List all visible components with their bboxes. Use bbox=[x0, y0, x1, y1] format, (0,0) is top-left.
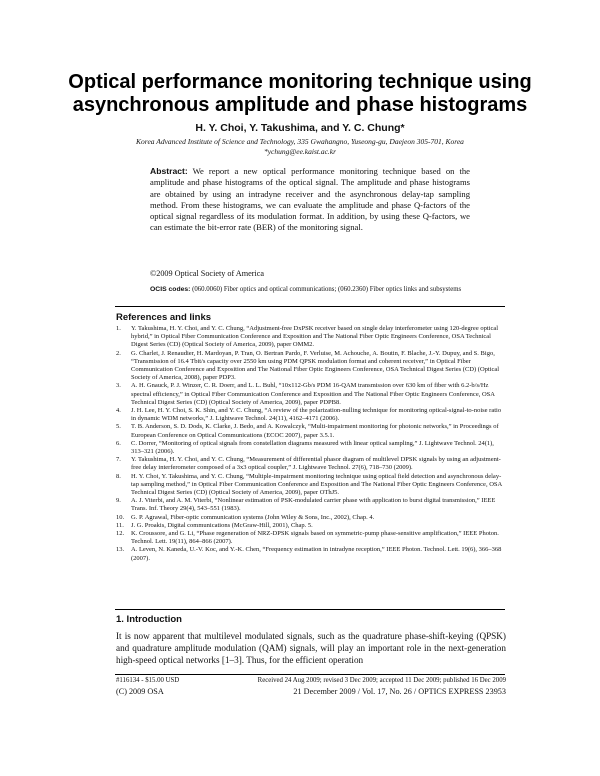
reference-number: 13. bbox=[116, 546, 125, 554]
reference-item bbox=[116, 497, 506, 513]
reference-number: 5. bbox=[116, 423, 121, 431]
ocis-text: (060.0060) Fiber optics and optical communications; (060.2360) Fiber optics links and subsystems bbox=[192, 286, 462, 293]
footer-dates: Received 24 Aug 2009; revised 3 Dec 2009; accepted 11 Dec 2009; published 16 Dec 2009 bbox=[257, 677, 506, 684]
reference-item bbox=[116, 522, 506, 530]
authors: H. Y. Choi, Y. Takushima, and Y. C. Chung* bbox=[195, 122, 405, 134]
reference-text: G. P. Agrawal, Fiber-optic communication systems (John Wiley & Sons, Inc., 2002), Chap. 4. bbox=[131, 513, 375, 521]
footer-divider bbox=[115, 674, 505, 675]
reference-number: 1. bbox=[116, 325, 121, 332]
footer-price: #116134 - $15.00 USD bbox=[116, 677, 180, 684]
reference-text: A. H. Gnauck, P. J. Winzer, C. R. Doerr, and L. L. Buhl, “10x112-Gb/s PDM 16-QAM transmission over 630 km of fiber with 6.2-b/s/Hz spectral efficiency,” in Optical Fiber Communication Conference and Exposition and The National Fiber Optic Engineers Conference, OSA Technical Digest Series (CD) (Optical Society of America, 2009), paper PDPB8. bbox=[131, 382, 495, 406]
reference-number: 12. bbox=[116, 530, 125, 538]
reference-number: 6. bbox=[116, 439, 121, 447]
ocis-codes bbox=[150, 285, 470, 294]
divider bbox=[115, 306, 505, 307]
reference-item bbox=[116, 350, 506, 383]
footer-line-1 bbox=[116, 677, 506, 684]
reference-number: 10. bbox=[116, 513, 125, 521]
reference-item bbox=[116, 514, 506, 522]
reference-text: G. Charlet, J. Renaudier, H. Mardoyan, P. Tran, O. Bertran Pardo, F. Verluise, M. Achouche, A. Boutin, F. Blache, J.-Y. Dupuy, and S. Bigo, “Transmission of 16.4 Tbit/s capacity over 2550 km using PDM QPSK modulation format and coherent receiver,” in Optical Fiber Communication Conference and Exposition and The National Fiber Optic Engineers Conference, OSA Technical Digest Series (CD) (Optical Society of America, 2008), paper PDP3. bbox=[131, 349, 500, 382]
reference-text: A. J. Viterbi, and A. M. Viterbi, “Nonlinear estimation of PSK-modulated carrier phase with application to burst digital transmission,” IEEE Trans. Inf. Theory 29(4), 543–551 (1983). bbox=[131, 497, 496, 513]
reference-item bbox=[116, 440, 506, 456]
abstract-label: Abstract: bbox=[150, 166, 188, 176]
reference-number: 8. bbox=[116, 472, 121, 480]
references-heading: References and links bbox=[116, 312, 212, 323]
reference-item bbox=[116, 382, 506, 407]
reference-text: J. H. Lee, H. Y. Choi, S. K. Shin, and Y. C. Chung, “A review of the polarization-nulling technique for monitoring optical-signal-to-noise ratio in dynamic WDM networks,” J. Lightwave Technol. 24(11), 4162–4171 (2006). bbox=[131, 407, 502, 423]
copyright: ©2009 Optical Society of America bbox=[150, 269, 264, 278]
affiliation-block bbox=[60, 137, 540, 157]
paper-title bbox=[60, 71, 540, 117]
reference-list bbox=[116, 325, 506, 563]
footer-copyright: (C) 2009 OSA bbox=[116, 687, 164, 696]
abstract bbox=[150, 166, 470, 234]
title-line-1: Optical performance monitoring technique using bbox=[68, 71, 532, 93]
reference-text: T. B. Anderson, S. D. Dods, K. Clarke, J. Bedo, and A. Kowalczyk, “Multi-impairment monitoring for photonic networks,” in Proceedings of European Conference on Optical Communications (ECOC 2007), paper 3.5.1. bbox=[131, 423, 499, 439]
divider bbox=[115, 609, 505, 610]
affiliation: Korea Advanced Institute of Science and Technology, 335 Gwahangno, Yuseong-gu, Daejeon 305-701, Korea bbox=[136, 137, 464, 146]
footer-line-2 bbox=[116, 687, 506, 696]
reference-item bbox=[116, 473, 506, 498]
abstract-text: We report a new optical performance monitoring technique based on the amplitude and phase histograms of the optical signal. The amplitude and phase histograms are obtained by using an intradyne receiver and the asynchronous delay-tap sampling method. From these histograms, we can evaluate the amplitude and phase Q-factors of the optical signal regardless of its modulation format. In addition, by using these Q-factors, we can estimate the bit-error rate (BER) of the monitoring signal. bbox=[150, 166, 470, 233]
reference-text: K. Croussore, and G. Li, “Phase regeneration of NRZ-DPSK signals based on symmetric-pump phase-sensitive amplification,” IEEE Photon. Technol. Lett. 19(11), 864–866 (2007). bbox=[131, 530, 499, 546]
reference-number: 4. bbox=[116, 407, 121, 415]
reference-text: H. Y. Choi, Y. Takushima, and Y. C. Chung, “Multiple-impairment monitoring technique using optical field detection and asynchronous delay-tap sampling method,” in Optical Fiber Communication Conference and Exposition and The National Fiber Optic Engineers Conference, OSA Technical Digest Series (CD) (Optical Society of America, 2009), paper OThJ5. bbox=[131, 472, 502, 497]
reference-text: J. G. Proakis, Digital communications (McGraw-Hill, 2001), Chap. 5. bbox=[131, 521, 313, 529]
reference-item bbox=[116, 456, 506, 472]
reference-item bbox=[116, 530, 506, 546]
reference-number: 3. bbox=[116, 382, 121, 390]
reference-item bbox=[116, 423, 506, 439]
reference-number: 7. bbox=[116, 456, 121, 464]
reference-text: Y. Takushima, H. Y. Choi, and Y. C. Chung, “Measurement of differential phasor diagram of multilevel DPSK signals by using an adjustment-free delay interferometer composed of a 3x3 optical coupler,” J. Lightwave Technol. 27(6), 718–730 (2009). bbox=[131, 456, 501, 472]
reference-text: A. Leven, N. Kaneda, U.-V. Koc, and Y.-K. Chen, “Frequency estimation in intradyne reception,” IEEE Photon. Technol. Lett. 19(6), 366–368 (2007). bbox=[131, 546, 502, 562]
title-line-2: asynchronous amplitude and phase histograms bbox=[72, 94, 528, 116]
reference-number: 2. bbox=[116, 349, 121, 357]
reference-number: 9. bbox=[116, 497, 121, 505]
reference-number: 11. bbox=[116, 521, 124, 529]
section-heading: 1. Introduction bbox=[116, 614, 182, 625]
reference-text: Y. Takushima, H. Y. Choi, and Y. C. Chung, “Adjustment-free DxPSK receiver based on single delay interferometer using 120-degree optical hybrid,” in Optical Fiber Communication Conference and Exposition and The National Fiber Optic Engineers Conference, OSA Technical Digest Series (CD) (Optical Society of America, 2009), paper OMM2. bbox=[131, 325, 499, 349]
reference-item bbox=[116, 325, 506, 350]
footer-journal: 21 December 2009 / Vol. 17, No. 26 / OPTICS EXPRESS 23953 bbox=[293, 687, 506, 696]
reference-item bbox=[116, 546, 506, 562]
ocis-label: OCIS codes: bbox=[150, 286, 191, 293]
email-link[interactable]: *ychung@ee.kaist.ac.kr bbox=[263, 147, 337, 156]
introduction-text: It is now apparent that multilevel modulated signals, such as the quadrature phase-shift-keying (QPSK) and quadrature amplitude modulation (QAM) signals, will play an important role in the next-generation high-speed optical networks [1–3]. Thus, for the efficient operation bbox=[116, 631, 506, 665]
reference-text: C. Dorrer, “Monitoring of optical signals from constellation diagrams measured with linear optical sampling,” J. Lightwave Technol. 24(1), 313–321 (2006). bbox=[131, 439, 494, 456]
reference-item bbox=[116, 407, 506, 423]
